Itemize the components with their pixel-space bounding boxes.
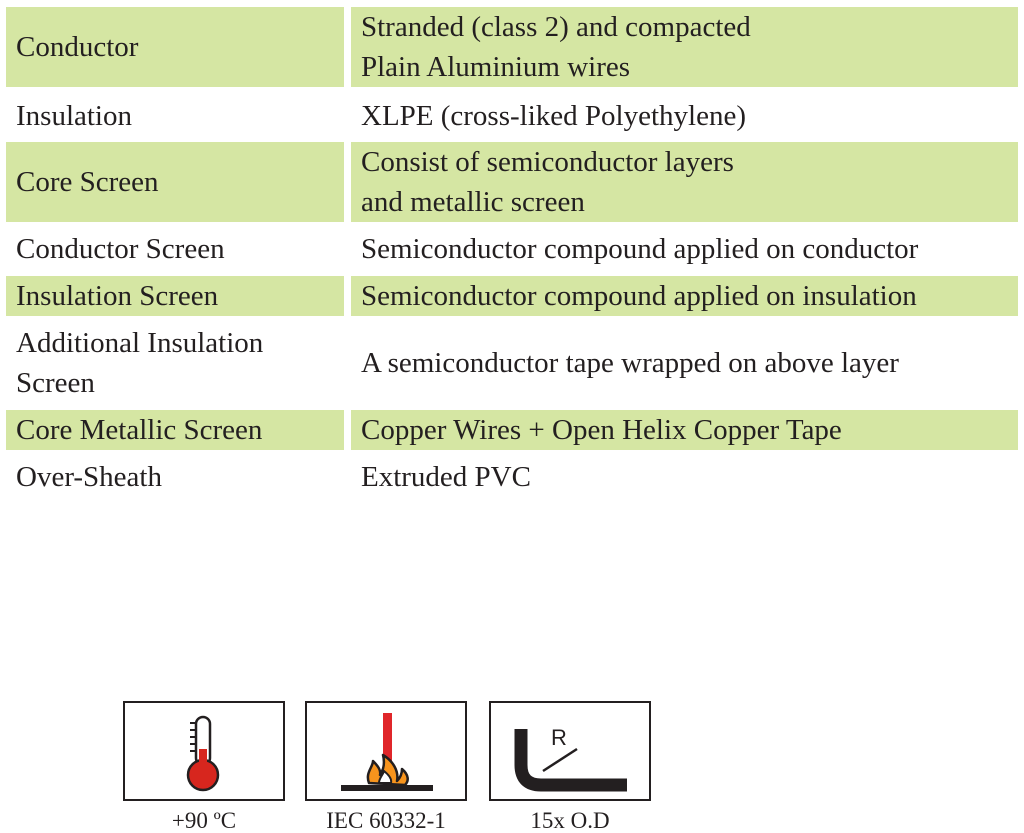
spec-value: XLPE (cross-liked Polyethylene): [361, 100, 746, 132]
spec-row-insulation: [6, 94, 1018, 138]
spec-label: Conductor Screen: [16, 233, 225, 265]
spec-value: Semiconductor compound applied on conductor: [361, 233, 919, 265]
spec-label-line: Screen: [16, 367, 95, 399]
spec-label: Over-Sheath: [16, 461, 162, 493]
bending-radius-label: 15x O.D: [530, 808, 610, 833]
spec-label: Core Metallic Screen: [6, 410, 344, 450]
spec-value-line: Stranded (class 2) and compacted: [361, 11, 751, 43]
spec-row-core-metallic-screen: [6, 410, 1018, 450]
fire-standard-label: IEC 60332-1: [326, 808, 446, 833]
spec-value: Extruded PVC: [361, 461, 531, 493]
flame-test-icon: [305, 701, 467, 801]
spec-row-over-sheath: [6, 456, 1018, 498]
spec-label: [6, 322, 344, 404]
spec-value-line: Plain Aluminium wires: [361, 51, 631, 83]
spec-label-line: Additional Insulation: [16, 327, 264, 359]
spec-label: Conductor: [6, 7, 344, 87]
spec-value: Copper Wires + Open Helix Copper Tape: [351, 410, 1018, 450]
spec-value-line: Consist of semiconductor layers: [361, 146, 734, 178]
spec-row-conductor-screen: [6, 228, 1018, 270]
spec-row-core-screen: [6, 142, 1018, 222]
spec-value: [351, 142, 1018, 222]
bending-radius-icon: [489, 701, 651, 801]
radius-symbol: R: [551, 725, 567, 750]
spec-label: Insulation: [16, 100, 132, 132]
spec-label: Core Screen: [6, 142, 344, 222]
spec-row-additional-insulation-screen: [6, 322, 1018, 404]
spec-value: [351, 7, 1018, 87]
spec-label: Insulation Screen: [6, 276, 344, 316]
temperature-label: +90 ºC: [171, 808, 237, 833]
spec-row-insulation-screen: [6, 276, 1018, 316]
spec-value: Semiconductor compound applied on insulation: [351, 276, 1018, 316]
spec-value: A semiconductor tape wrapped on above layer: [361, 347, 899, 379]
spec-row-conductor: [6, 7, 1018, 87]
thermometer-icon: [123, 701, 285, 801]
spec-value-line: and metallic screen: [361, 186, 585, 218]
